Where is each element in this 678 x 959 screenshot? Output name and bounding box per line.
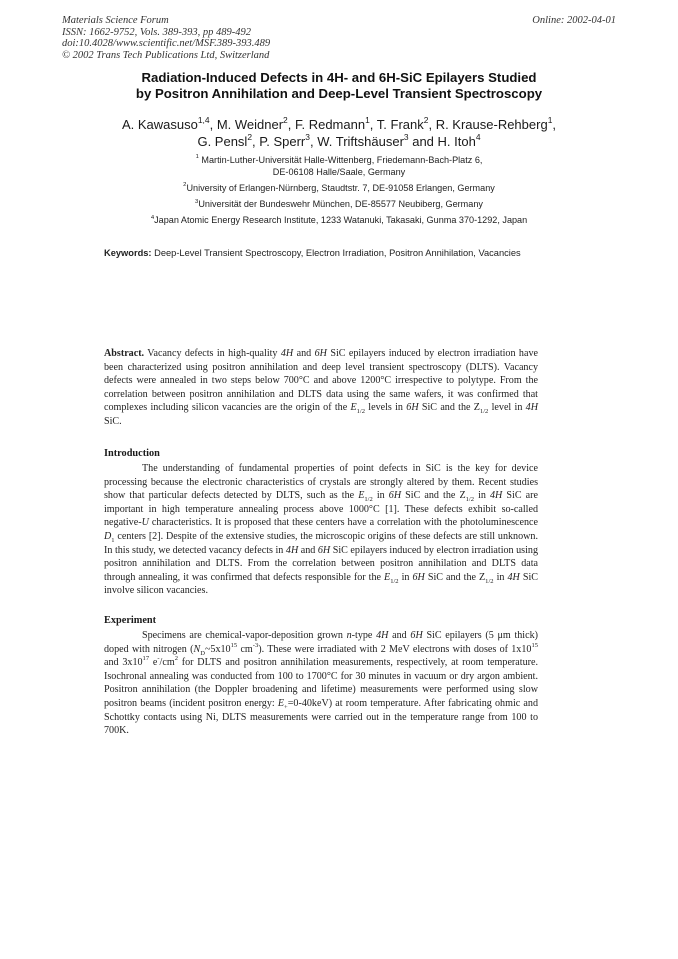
author-name: H. Itoh	[437, 134, 476, 149]
affiliation-text: DE-06108 Halle/Saale, Germany	[272, 166, 406, 177]
author-name: T. Frank	[376, 117, 424, 132]
abstract: Abstract. Vacancy defects in high-quality 4H and 6H SiC epilayers induced by electron irradiation have been characterized using positron annihilation and deep level transient spectroscopy (DLTS). Vacancy defects were annealed in two steps below 700°C and above 1200°C irrespective to polytype. From the correlation between positron annihilation and DLTS data using the same wafers, it was confirmed that complexes including silicon vacancies are the origin of the $E_{1/2}$ levels in 6H SiC and the $Z_{1/2}$ level in 4H SiC.	[104, 348, 538, 427]
affiliation-text: Japan Atomic Energy Research Institute, 1233 Watanuki, Takasaki, Gunma 370-1292, Japan	[154, 215, 528, 226]
affiliation-1	[60, 155, 618, 179]
affiliation-2	[60, 183, 618, 195]
author-affil-mark: 1	[547, 114, 553, 125]
affiliation-text: University of Erlangen-Nürnberg, Staudtstr. 7, DE-91058 Erlangen, Germany	[186, 182, 495, 193]
experiment-heading: Experiment	[104, 615, 157, 626]
affiliation-text: Universität der Bundeswehr München, DE-85577 Neubiberg, Germany	[198, 199, 483, 210]
journal-name: Materials Science Forum	[62, 15, 169, 26]
keywords	[104, 247, 549, 260]
author-affil-mark: 3	[305, 131, 310, 142]
affiliation-list	[60, 155, 618, 232]
title-line-2: by Positron Annihilation and Deep-Level Transient Spectroscopy	[135, 86, 543, 101]
title-line-1: Radiation-Induced Defects in 4H- and 6H-SiC Epilayers Studied	[141, 70, 537, 85]
author-name: G. Pensl	[197, 134, 248, 149]
author-affil-mark: 1	[365, 114, 370, 125]
publication-header	[62, 15, 270, 61]
online-date: Online: 2002-04-01	[532, 15, 616, 26]
introduction-paragraph: The understanding of fundamental properties of point defects in SiC is the key for device processing because the electronic characteristics of crystals are strongly altered by them. Recent studies show that particular defects detected by DLTS, such as the $E_{1/2}$ in 6H SiC and the $Z_{1/2}$ in 4H SiC are important in high temperature annealing process above 1000°C [1]. These defects exhibit so-called negative-U characteristics. It is proposed that these centers have a correlation with the photoluminescence $D_1$ centers [2]. Despite of the extensive studies, the microscopic origins of these defects are still unknown. In this study, we detected vacancy defects in 4H and 6H SiC epilayers induced by electron irradiation using positron annihilation and DLTS. From the correlation between positron annihilation and DLTS data through annealing, it was confirmed that defects responsible for the $E_{1/2}$ in 6H SiC and the $Z_{1/2}$ in 4H SiC involve silicon vacancies.	[104, 463, 538, 597]
author-name: W. Triftshäuser	[317, 134, 404, 149]
doi-line[interactable]: doi:10.4028/www.scientific.net/MSF.389-393.489	[62, 38, 271, 50]
experiment-paragraph: Specimens are chemical-vapor-deposition grown n-type 4H and 6H SiC epilayers (5 μm thick) doped with nitrogen ($N_D\sim 5x10^{15}$ $cm^{-3}$). These were irradiated with 2 MeV electrons with doses of $1x10^{15}$ and $3x10^{17}$ $e^-/cm^2$ for DLTS and positron annihilation measurements, respectively, at room temperature. Isochronal annealing was conducted from 100 to 1700°C for 30 minutes in vacuum or dry argon ambient. Positron annihilation (the Doppler broadening and lifetime) measurements were performed using slow positron beams (incident positron energy: $E_+=0-40keV$) at room temperature. After fabricating ohmic and Schottky contacts using Ni, DLTS measurements were carried out in the temperature range from 100 to 700K.	[104, 630, 539, 737]
author-name: A. Kawasuso	[121, 117, 198, 132]
affiliation-number: 2	[183, 182, 187, 189]
author-affil-mark: 2	[247, 131, 253, 142]
affiliation-4	[60, 215, 618, 227]
author-name: F. Redmann	[294, 117, 366, 132]
issn-line: ISSN: 1662-9752, Vols. 389-393, pp 489-492	[62, 26, 251, 38]
copyright-line: © 2002 Trans Tech Publications Ltd, Switzerland	[62, 49, 270, 61]
affiliation-text: Martin-Luther-Universität Halle-Wittenberg, Friedemann-Bach-Platz 6,	[201, 155, 483, 165]
author-name: M. Weidner	[216, 117, 284, 132]
author-affil-mark: 3	[403, 131, 409, 142]
author-name: P. Sperr	[259, 134, 306, 149]
keywords-text: Deep-Level Transient Spectroscopy, Electron Irradiation, Positron Annihilation, Vacancies	[151, 248, 521, 258]
affiliation-number: 3	[195, 198, 199, 205]
author-affil-mark: 2	[283, 114, 288, 125]
affiliation-number: 4	[150, 214, 155, 221]
introduction-heading: Introduction	[104, 448, 160, 459]
paper-title	[60, 70, 618, 102]
author-affil-mark: 1,4	[197, 114, 210, 125]
author-list	[60, 116, 618, 150]
author-name: R. Krause-Rehberg	[435, 117, 548, 132]
keywords-label: Keywords:	[104, 248, 152, 258]
author-affil-mark: 2	[423, 114, 429, 125]
author-line-2: G. Pensl$^2$, P. Sperr$^3$, W. Triftshäuser$^3$ and H. Itoh$^4$	[197, 131, 481, 149]
affiliation-3	[60, 199, 618, 211]
affiliation-number: 1	[195, 154, 199, 161]
abstract-label: Abstract.	[104, 348, 145, 359]
author-line-1: A. Kawasuso$^{1,4}$, M. Weidner$^2$, F. Redmann$^1$, T. Frank$^2$, R. Krause-Rehberg$^1$,	[121, 114, 557, 132]
author-affil-mark: 4	[475, 131, 481, 142]
